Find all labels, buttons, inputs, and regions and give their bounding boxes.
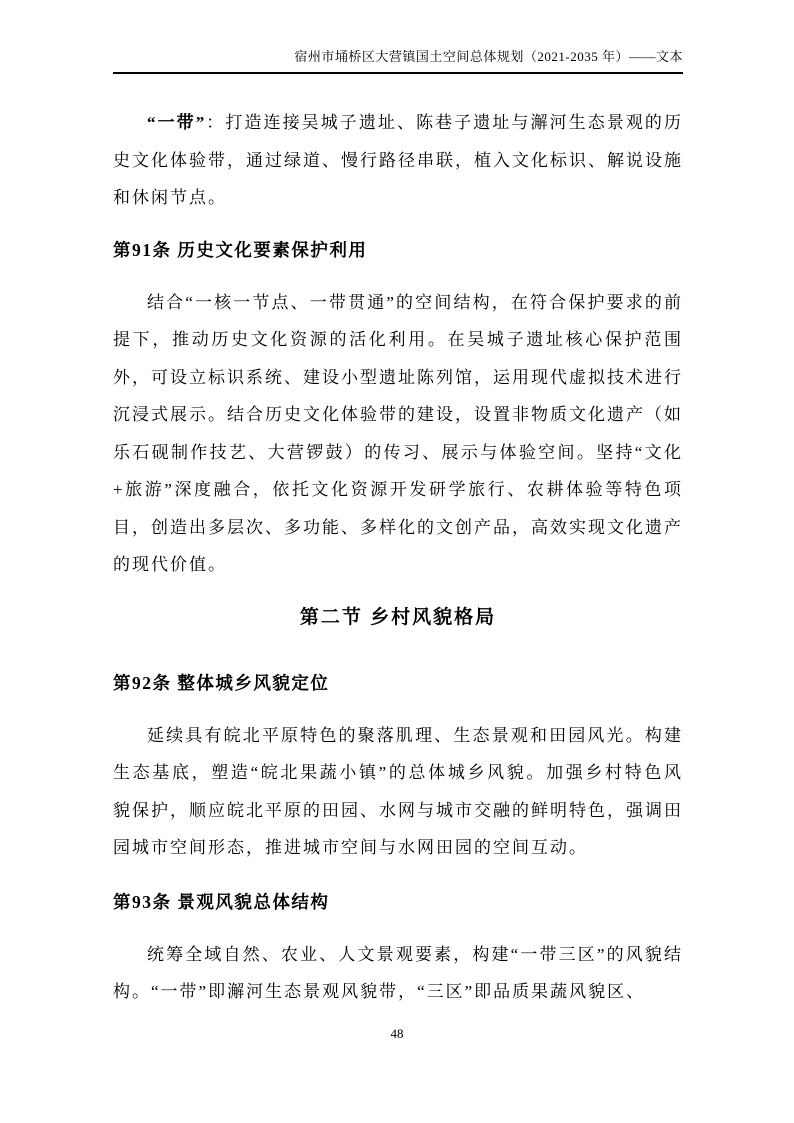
section-2-heading: 第二节 乡村风貌格局 [299, 606, 497, 628]
article-93-body: 统筹全域自然、农业、人文景观要素，构建“一带三区”的风貌结构。“一带”即澥河生态景观风貌带，“三区”即品质果蔬风貌区、 [113, 944, 683, 1001]
page-footer [0, 1026, 794, 1042]
page-number: 48 [390, 1026, 404, 1041]
paragraph-belt [113, 104, 683, 217]
content-column [113, 0, 683, 1011]
page-header [113, 46, 683, 74]
article-91-heading: 第91条 历史文化要素保护利用 [113, 239, 368, 260]
paragraph-belt-text: ：打造连接吴城子遗址、陈巷子遗址与澥河生态景观的历史文化体验带，通过绿道、慢行路径串联，植入文化标识、解说设施和休闲节点。 [113, 113, 684, 207]
paragraph-belt-lead: “一带” [147, 113, 207, 132]
article-92-heading: 第92条 整体城乡风貌定位 [113, 672, 330, 693]
article-92-body: 延续具有皖北平原特色的聚落肌理、生态景观和田园风光。构建生态基底，塑造“皖北果蔬小镇”的总体城乡风貌。加强乡村特色风貌保护，顺应皖北平原的田园、水网与城市交融的鲜明特色，强调田园城市空间形态，推进城市空间与水网田园的空间互动。 [113, 725, 683, 857]
header-title: 宿州市埇桥区大营镇国土空间总体规划（2021-2035 年）——文本 [294, 49, 683, 64]
article-91-body: 结合“一核一节点、一带贯通”的空间结构，在符合保护要求的前提下，推动历史文化资源的活化利用。在吴城子遗址核心保护范围外，可设立标识系统、建设小型遗址陈列馆，运用现代虚拟技术进行沉浸式展示。结合历史文化体验带的建设，设置非物质文化遗产（如乐石砚制作技艺、大营锣鼓）的传习、展示与体验空间。坚持“文化+旅游”深度融合，依托文化资源开发研学旅行、农耕体验等特色项目，创造出多层次、多功能、多样化的文创产品，高效实现文化遗产的现代价值。 [113, 292, 683, 574]
article-93-heading: 第93条 景观风貌总体结构 [113, 891, 330, 912]
